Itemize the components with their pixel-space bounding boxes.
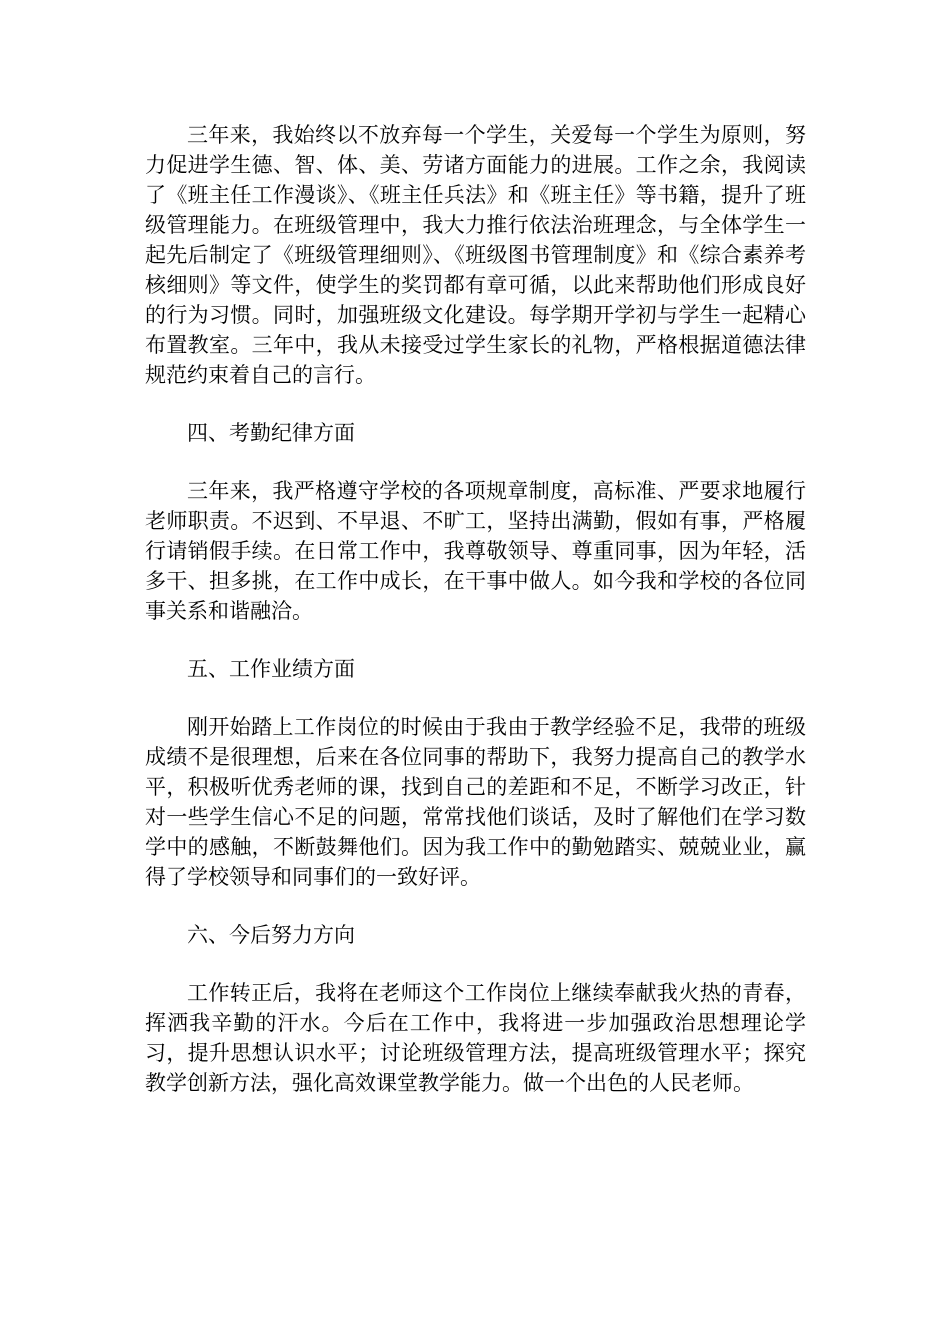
heading-performance: 五、工作业绩方面	[187, 657, 355, 681]
paragraph-performance: 刚开始踏上工作岗位的时候由于我由于教学经验不足，我带的班级成绩不是很理想，后来在各位同事的帮助下，我努力提高自己的教学水平，积极听优秀老师的课，找到自己的差距和不足，不断学习改正，针对一些学生信心不足的问题，常常找他们谈话，及时了解他们在学习数学中的感触，不断鼓舞他们。因为我工作中的勤勉踏实、兢兢业业，赢得了学校领导和同事们的一致好评。	[145, 715, 806, 889]
document-page	[145, 120, 806, 1126]
paragraph-future-direction: 工作转正后，我将在老师这个工作岗位上继续奉献我火热的青春，挥洒我辛勤的汗水。今后在工作中，我将进一步加强政治思想理论学习，提升思想认识水平；讨论班级管理方法，提高班级管理水平；探究教学创新方法，强化高效课堂教学能力。做一个出色的人民老师。	[145, 981, 806, 1095]
heading-attendance: 四、考勤纪律方面	[187, 421, 355, 445]
paragraph-attendance: 三年来，我严格遵守学校的各项规章制度，高标准、严要求地履行老师职责。不迟到、不早退、不旷工，坚持出满勤，假如有事，严格履行请销假手续。在日常工作中，我尊敬领导、尊重同事，因为年轻，活多干、担多挑，在工作中成长，在干事中做人。如今我和学校的各位同事关系和谐融洽。	[145, 479, 806, 623]
heading-future-direction: 六、今后努力方向	[187, 923, 355, 947]
paragraph-class-management: 三年来，我始终以不放弃每一个学生，关爱每一个学生为原则，努力促进学生德、智、体、美、劳诸方面能力的进展。工作之余，我阅读了《班主任工作漫谈》、《班主任兵法》和《班主任》等书籍，提升了班级管理能力。在班级管理中，我大力推行依法治班理念，与全体学生一起先后制定了《班级管理细则》、《班级图书管理制度》和《综合素养考核细则》等文件，使学生的奖罚都有章可循，以此来帮助他们形成良好的行为习惯。同时，加强班级文化建设。每学期开学初与学生一起精心布置教室。三年中，我从未接受过学生家长的礼物，严格根据道德法律规范约束着自己的言行。	[145, 123, 806, 387]
